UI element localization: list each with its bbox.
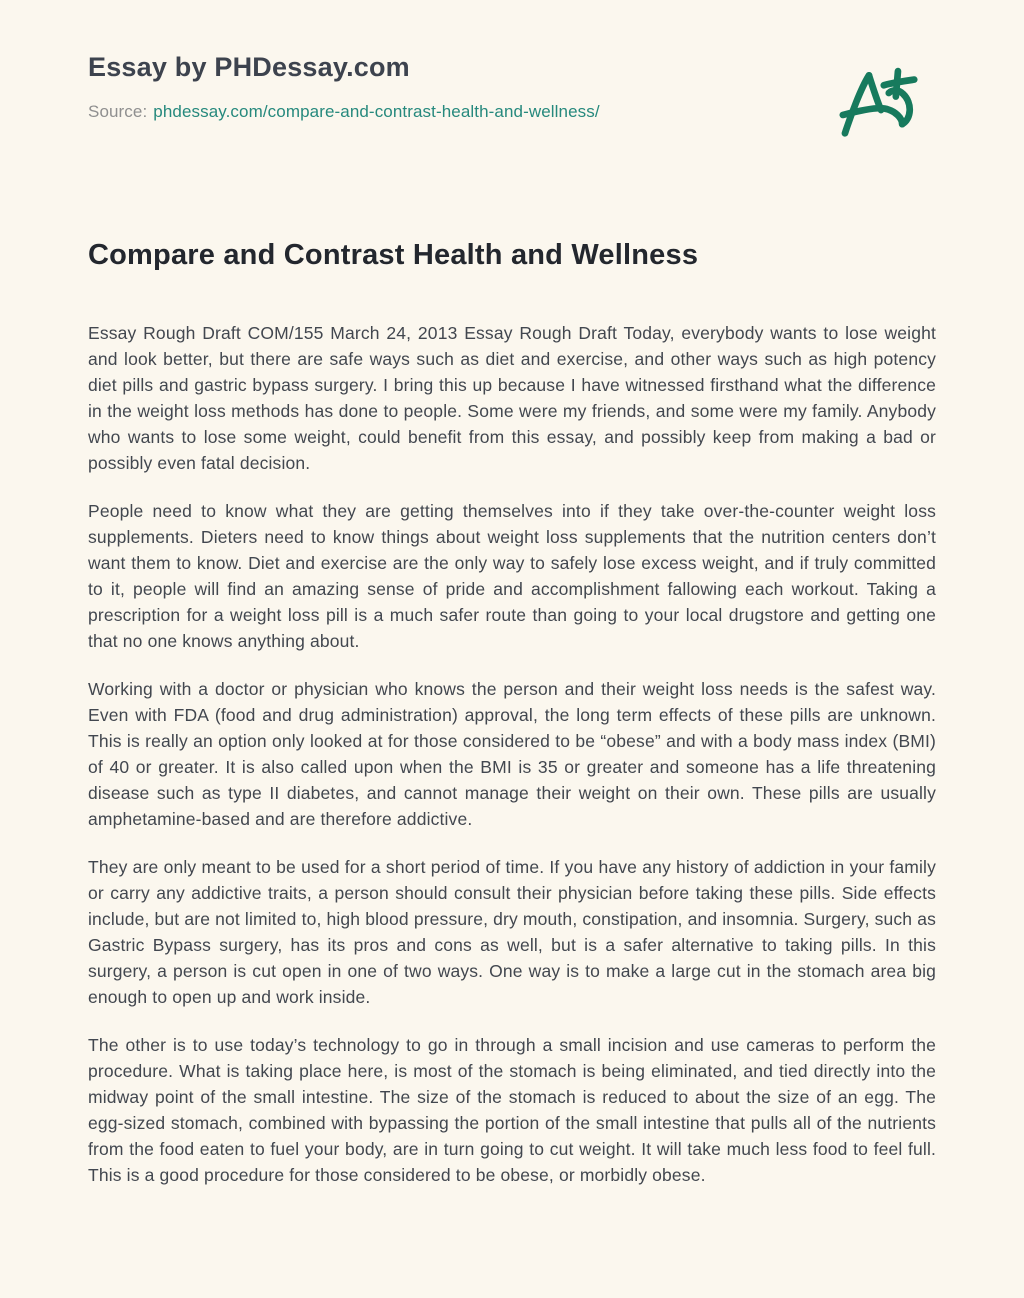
source-link[interactable]: phdessay.com/compare-and-contrast-health-and-wellness/	[153, 102, 600, 121]
essay-paragraph: They are only meant to be used for a short period of time. If you have any history of addiction in your family or carry any addictive traits, a person should consult their physician before taking these pills. Side effects include, but are not limited to, high blood pressure, dry mouth, constipation, and insomnia. Surgery, such as Gastric Bypass surgery, has its pros and cons as well, but is a safer alternative to taking pills. In this surgery, a person is cut open in one of two ways. One way is to make a large cut in the stomach area big enough to open up and work inside.	[88, 857, 936, 1007]
source-line	[88, 102, 600, 122]
source-label: Source:	[88, 102, 148, 121]
header-text-block	[88, 52, 600, 122]
essay-paragraph: Essay Rough Draft COM/155 March 24, 2013 Essay Rough Draft Today, everybody wants to lose weight and look better, but there are safe ways such as diet and exercise, and other ways such as high potency diet pills and gastric bypass surgery. I bring this up because I have witnessed firsthand what the difference in the weight loss methods has done to people. Some were my friends, and some were my family. Anybody who wants to lose some weight, could benefit from this essay, and possibly keep from making a bad or possibly even fatal decision.	[88, 323, 936, 473]
site-title: Essay by PHDessay.com	[88, 52, 410, 82]
page-header	[88, 52, 936, 171]
essay-body	[88, 320, 936, 1188]
essay-paragraph: People need to know what they are getting themselves into if they take over-the-counter weight loss supplements. Dieters need to know things about weight loss supplements that the nutrition centers don’t want them to know. Diet and exercise are the only way to safely lose excess weight, and if truly committed to it, people will find an amazing sense of pride and accomplishment fallowing each workout. Taking a prescription for a weight loss pill is a much safer route than going to your local drugstore and getting one that no one knows anything about.	[88, 501, 936, 651]
essay-title: Compare and Contrast Health and Wellness	[88, 239, 699, 271]
essay-paragraph: The other is to use today’s technology to go in through a small incision and use cameras to perform the procedure. What is taking place here, is most of the stomach is being eliminated, and tied directly into the midway point of the small intestine. The size of the stomach is reduced to about the size of an egg. The egg-sized stomach, combined with bypassing the portion of the small intestine that pulls all of the nutrients from the food eaten to fuel your body, are in turn going to cut weight. It will take much less food to feel full. This is a good procedure for those considered to be obese, or morbidly obese.	[88, 1035, 936, 1185]
essay-paragraph: Working with a doctor or physician who knows the person and their weight loss needs is the safest way. Even with FDA (food and drug administration) approval, the long term effects of these pills are unknown. This is really an option only looked at for those considered to be “obese” and with a body mass index (BMI) of 40 or greater. It is also called upon when the BMI is 35 or greater and someone has a life threatening disease such as type II diabetes, and cannot manage their weight on their own. These pills are usually amphetamine-based and are therefore addictive.	[88, 679, 936, 829]
a-plus-logo-icon	[828, 54, 934, 171]
